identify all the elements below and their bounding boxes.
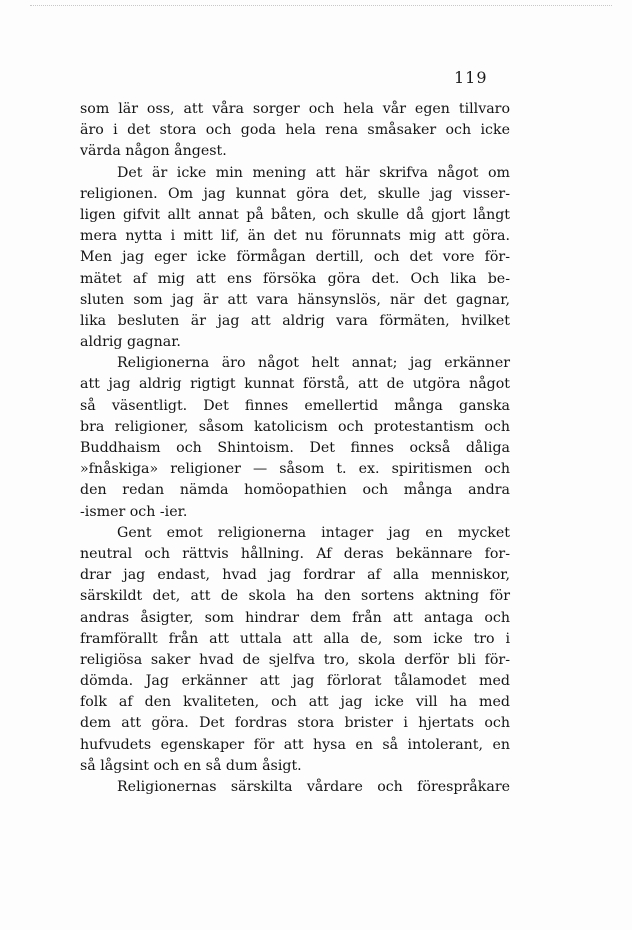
text-line: mera nytta i mitt lif, än det nu förunnats mig att göra. — [80, 228, 510, 245]
text-line: bra religioner, såsom katolicism och protestantism och — [80, 418, 510, 435]
text-line: Religionernas särskilta vårdare och förespråkare — [117, 779, 510, 795]
text-line: lika besluten är jag att aldrig vara förmäten, hvilket — [80, 312, 510, 329]
text-line: dömda. Jag erkänner att jag förlorat tålamodet med — [80, 673, 510, 690]
text-line: folk af den kvaliteten, och att jag icke vill ha med — [80, 694, 510, 711]
text-line: Religionerna äro något helt annat; jag erkänner — [117, 355, 510, 372]
text-line: religiösa saker hvad de sjelfva tro, skola derför bli för- — [80, 651, 510, 668]
text-line: särskildt det, att de skola ha den sortens aktning för — [80, 588, 510, 605]
text-line: »fnåskiga» religioner — såsom t. ex. spiritismen och — [80, 461, 510, 478]
page-number: 119 — [454, 68, 488, 87]
text-line: sluten som jag är att vara hänsynslös, när det gagnar, — [80, 291, 510, 308]
text-line: Gent emot religionerna intager jag en mycket — [117, 524, 510, 541]
text-line: att jag aldrig rigtigt kunnat förstå, att de utgöra något — [80, 376, 510, 393]
text-line: hufvudets egenskaper för att hysa en så intolerant, en — [80, 736, 510, 753]
text-line: så väsentligt. Det finnes emellertid många ganska — [80, 397, 510, 414]
text-line: så lågsint och en så dum åsigt. — [80, 757, 302, 774]
text-line: religionen. Om jag kunnat göra det, skulle jag visser- — [80, 185, 510, 202]
text-line: andras åsigter, som hindrar dem från att antaga och — [80, 609, 510, 626]
text-line: äro i det stora och goda hela rena småsaker och icke — [80, 122, 510, 139]
text-line: värda någon ångest. — [80, 143, 227, 160]
text-line: mätet af mig att ens försöka göra det. Och lika be- — [80, 270, 510, 287]
text-line: neutral och rättvis hållning. Af deras bekännare for- — [80, 545, 510, 562]
text-line: som lär oss, att våra sorger och hela vår egen tillvaro — [80, 101, 510, 117]
text-line: Det är icke min mening att här skrifva något om — [117, 164, 510, 181]
text-line: dem att göra. Det fordras stora brister i hjertats och — [80, 715, 510, 732]
text-line: den redan nämda homöopathien och många andra — [80, 482, 510, 499]
text-line: framförallt från att uttala att alla de, som icke tro i — [80, 630, 510, 647]
text-line: Buddhaism och Shintoism. Det finnes också dåliga — [80, 440, 510, 456]
page-top-edge — [30, 5, 612, 6]
text-line: drar jag endast, hvad jag fordrar af alla menniskor, — [80, 567, 510, 584]
text-line: -ismer och -ier. — [80, 503, 188, 520]
text-line: ligen gifvit allt annat på båten, och skulle då gjort långt — [80, 206, 510, 223]
text-line: aldrig gagnar. — [80, 334, 181, 351]
body-text — [80, 99, 510, 798]
text-line: Men jag eger icke förmågan dertill, och det vore för- — [80, 249, 510, 266]
